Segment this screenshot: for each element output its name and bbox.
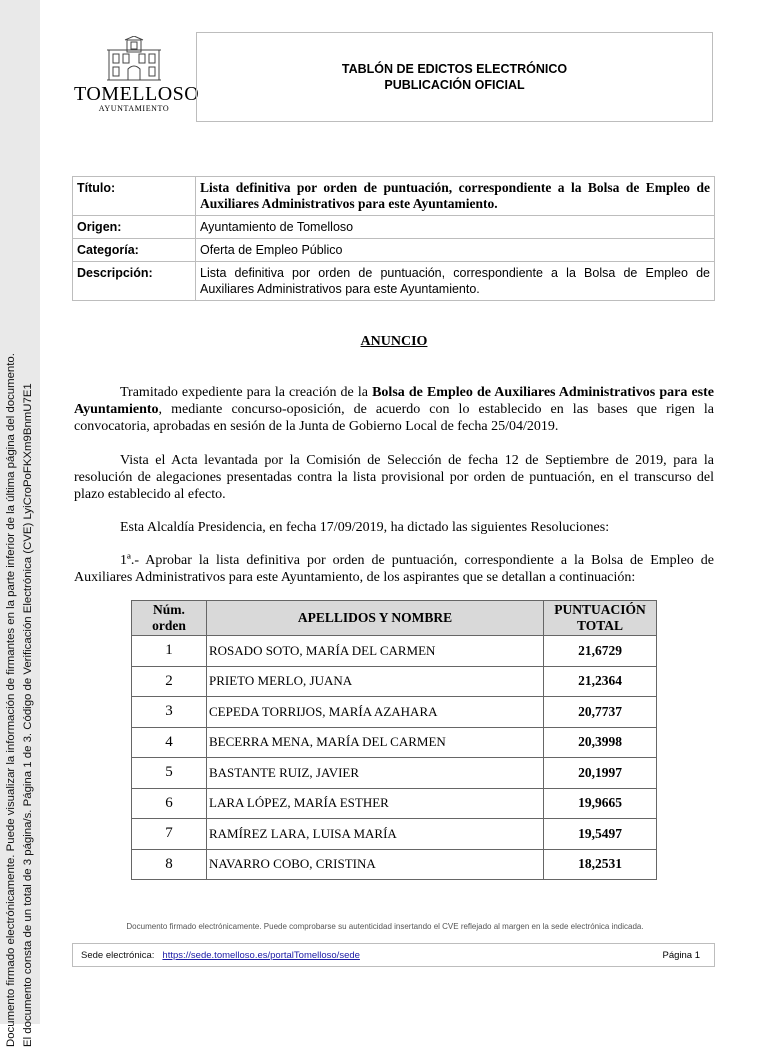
- info-value: Lista definitiva por orden de puntuación, correspondiente a la Bolsa de Empleo de Auxiliares Administrativos para este Ayuntamiento.: [196, 177, 715, 216]
- col-header-score: PUNTUACIÓN TOTAL: [544, 601, 657, 636]
- row-num: 1: [132, 636, 207, 667]
- sede-label: Sede electrónica:: [81, 949, 155, 961]
- info-label: Categoría:: [73, 239, 196, 262]
- logo-name: TOMELLOSO: [74, 83, 200, 105]
- side-note-line1: Documento firmado electrónicamente. Puede visualizar la información de firmantes en la parte inferior de la última página del documento.: [5, 353, 17, 1047]
- table-row: [132, 819, 657, 850]
- results-table: [131, 600, 657, 880]
- row-score: 18,2531: [544, 849, 657, 880]
- row-score: 20,7737: [544, 697, 657, 728]
- row-name: LARA LÓPEZ, MARÍA ESTHER: [207, 788, 544, 819]
- page-number: Página 1: [662, 949, 700, 961]
- col-header-name: APELLIDOS Y NOMBRE: [207, 601, 544, 636]
- edict-info-table: [72, 176, 715, 301]
- paragraph-3: Esta Alcaldía Presidencia, en fecha 17/09/2019, ha dictado las siguientes Resoluciones:: [120, 520, 610, 535]
- row-num: 8: [132, 849, 207, 880]
- town-hall-icon: [103, 36, 165, 82]
- table-row: [132, 849, 657, 880]
- info-label: Descripción:: [73, 262, 196, 301]
- info-label: Título:: [73, 177, 196, 216]
- row-score: 20,3998: [544, 727, 657, 758]
- row-num: 4: [132, 727, 207, 758]
- row-num: 3: [132, 697, 207, 728]
- row-name: ROSADO SOTO, MARÍA DEL CARMEN: [207, 636, 544, 667]
- info-row-description: [73, 262, 715, 301]
- side-note-line2: El documento consta de un total de 3 página/s. Página 1 de 3. Código de Verificación Electrónica (CVE) LyiCroPoFKXm9BnmU7E1: [22, 383, 34, 1047]
- info-row-origin: [73, 216, 715, 239]
- signature-footnote: Documento firmado electrónicamente. Puede comprobarse su autenticidad insertando el CVE reflejado al margen en la sede electrónica indicada.: [126, 922, 644, 931]
- table-row: [132, 727, 657, 758]
- header-title-box: [196, 32, 713, 122]
- row-score: 19,9665: [544, 788, 657, 819]
- announcement-heading: ANUNCIO: [360, 334, 428, 349]
- row-score: 21,6729: [544, 636, 657, 667]
- row-name: BASTANTE RUIZ, JAVIER: [207, 758, 544, 789]
- row-name: NAVARRO COBO, CRISTINA: [207, 849, 544, 880]
- col-header-num: Núm. orden: [132, 601, 207, 636]
- table-row: [132, 788, 657, 819]
- table-row: [132, 636, 657, 667]
- info-value: Oferta de Empleo Público: [196, 239, 715, 262]
- paragraph-4: 1ª.- Aprobar la lista definitiva por orden de puntuación, correspondiente a la Bolsa de Empleo de Auxiliares Administrativos para este Ayuntamiento, de los aspirantes que se detallan a continuación:: [74, 553, 714, 585]
- row-score: 21,2364: [544, 666, 657, 697]
- row-name: CEPEDA TORRIJOS, MARÍA AZAHARA: [207, 697, 544, 728]
- row-name: PRIETO MERLO, JUANA: [207, 666, 544, 697]
- row-num: 6: [132, 788, 207, 819]
- paragraph-1: [74, 384, 714, 435]
- row-name: RAMÍREZ LARA, LUISA MARÍA: [207, 819, 544, 850]
- paragraph-2: Vista el Acta levantada por la Comisión de Selección de fecha 12 de Septiembre de 2019, para la resolución de alegaciones presentadas contra la lista provisional por orden de puntuación, en el transcurso del plazo establecido al efecto.: [74, 453, 714, 502]
- vertical-signature-note: [3, 267, 37, 1047]
- row-num: 7: [132, 819, 207, 850]
- row-score: 20,1997: [544, 758, 657, 789]
- info-row-title: [73, 177, 715, 216]
- info-row-category: [73, 239, 715, 262]
- results-header-row: [132, 601, 657, 636]
- info-value: Ayuntamiento de Tomelloso: [196, 216, 715, 239]
- row-name: BECERRA MENA, MARÍA DEL CARMEN: [207, 727, 544, 758]
- info-label: Origen:: [73, 216, 196, 239]
- table-row: [132, 697, 657, 728]
- table-row: [132, 666, 657, 697]
- tomelloso-logo: [74, 36, 200, 122]
- paragraph-1-text: Tramitado expediente para la creación de la: [120, 385, 373, 400]
- row-num: 2: [132, 666, 207, 697]
- paragraph-1-text-end: , mediante concurso-oposición, de acuerdo con lo establecido en las bases que rigen la convocatoria, aprobadas en sesión de la Junta de Gobierno Local de fecha 25/04/2019.: [74, 402, 714, 434]
- table-row: [132, 758, 657, 789]
- sede-link[interactable]: https://sede.tomelloso.es/portalTomelloso/sede: [162, 949, 360, 961]
- row-num: 5: [132, 758, 207, 789]
- header-title-line1: TABLÓN DE EDICTOS ELECTRÓNICO: [341, 62, 568, 76]
- paragraph-1-bold: Bolsa de Empleo de Auxiliares Administrativos para este Ayuntamiento: [74, 385, 714, 417]
- page-footer: [72, 943, 715, 967]
- header-title-line2: PUBLICACIÓN OFICIAL: [384, 78, 525, 92]
- row-score: 19,5497: [544, 819, 657, 850]
- info-value: Lista definitiva por orden de puntuación, correspondiente a la Bolsa de Empleo de Auxiliares Administrativos para este Ayuntamiento.: [196, 262, 715, 301]
- logo-subtitle: AYUNTAMIENTO: [98, 104, 170, 113]
